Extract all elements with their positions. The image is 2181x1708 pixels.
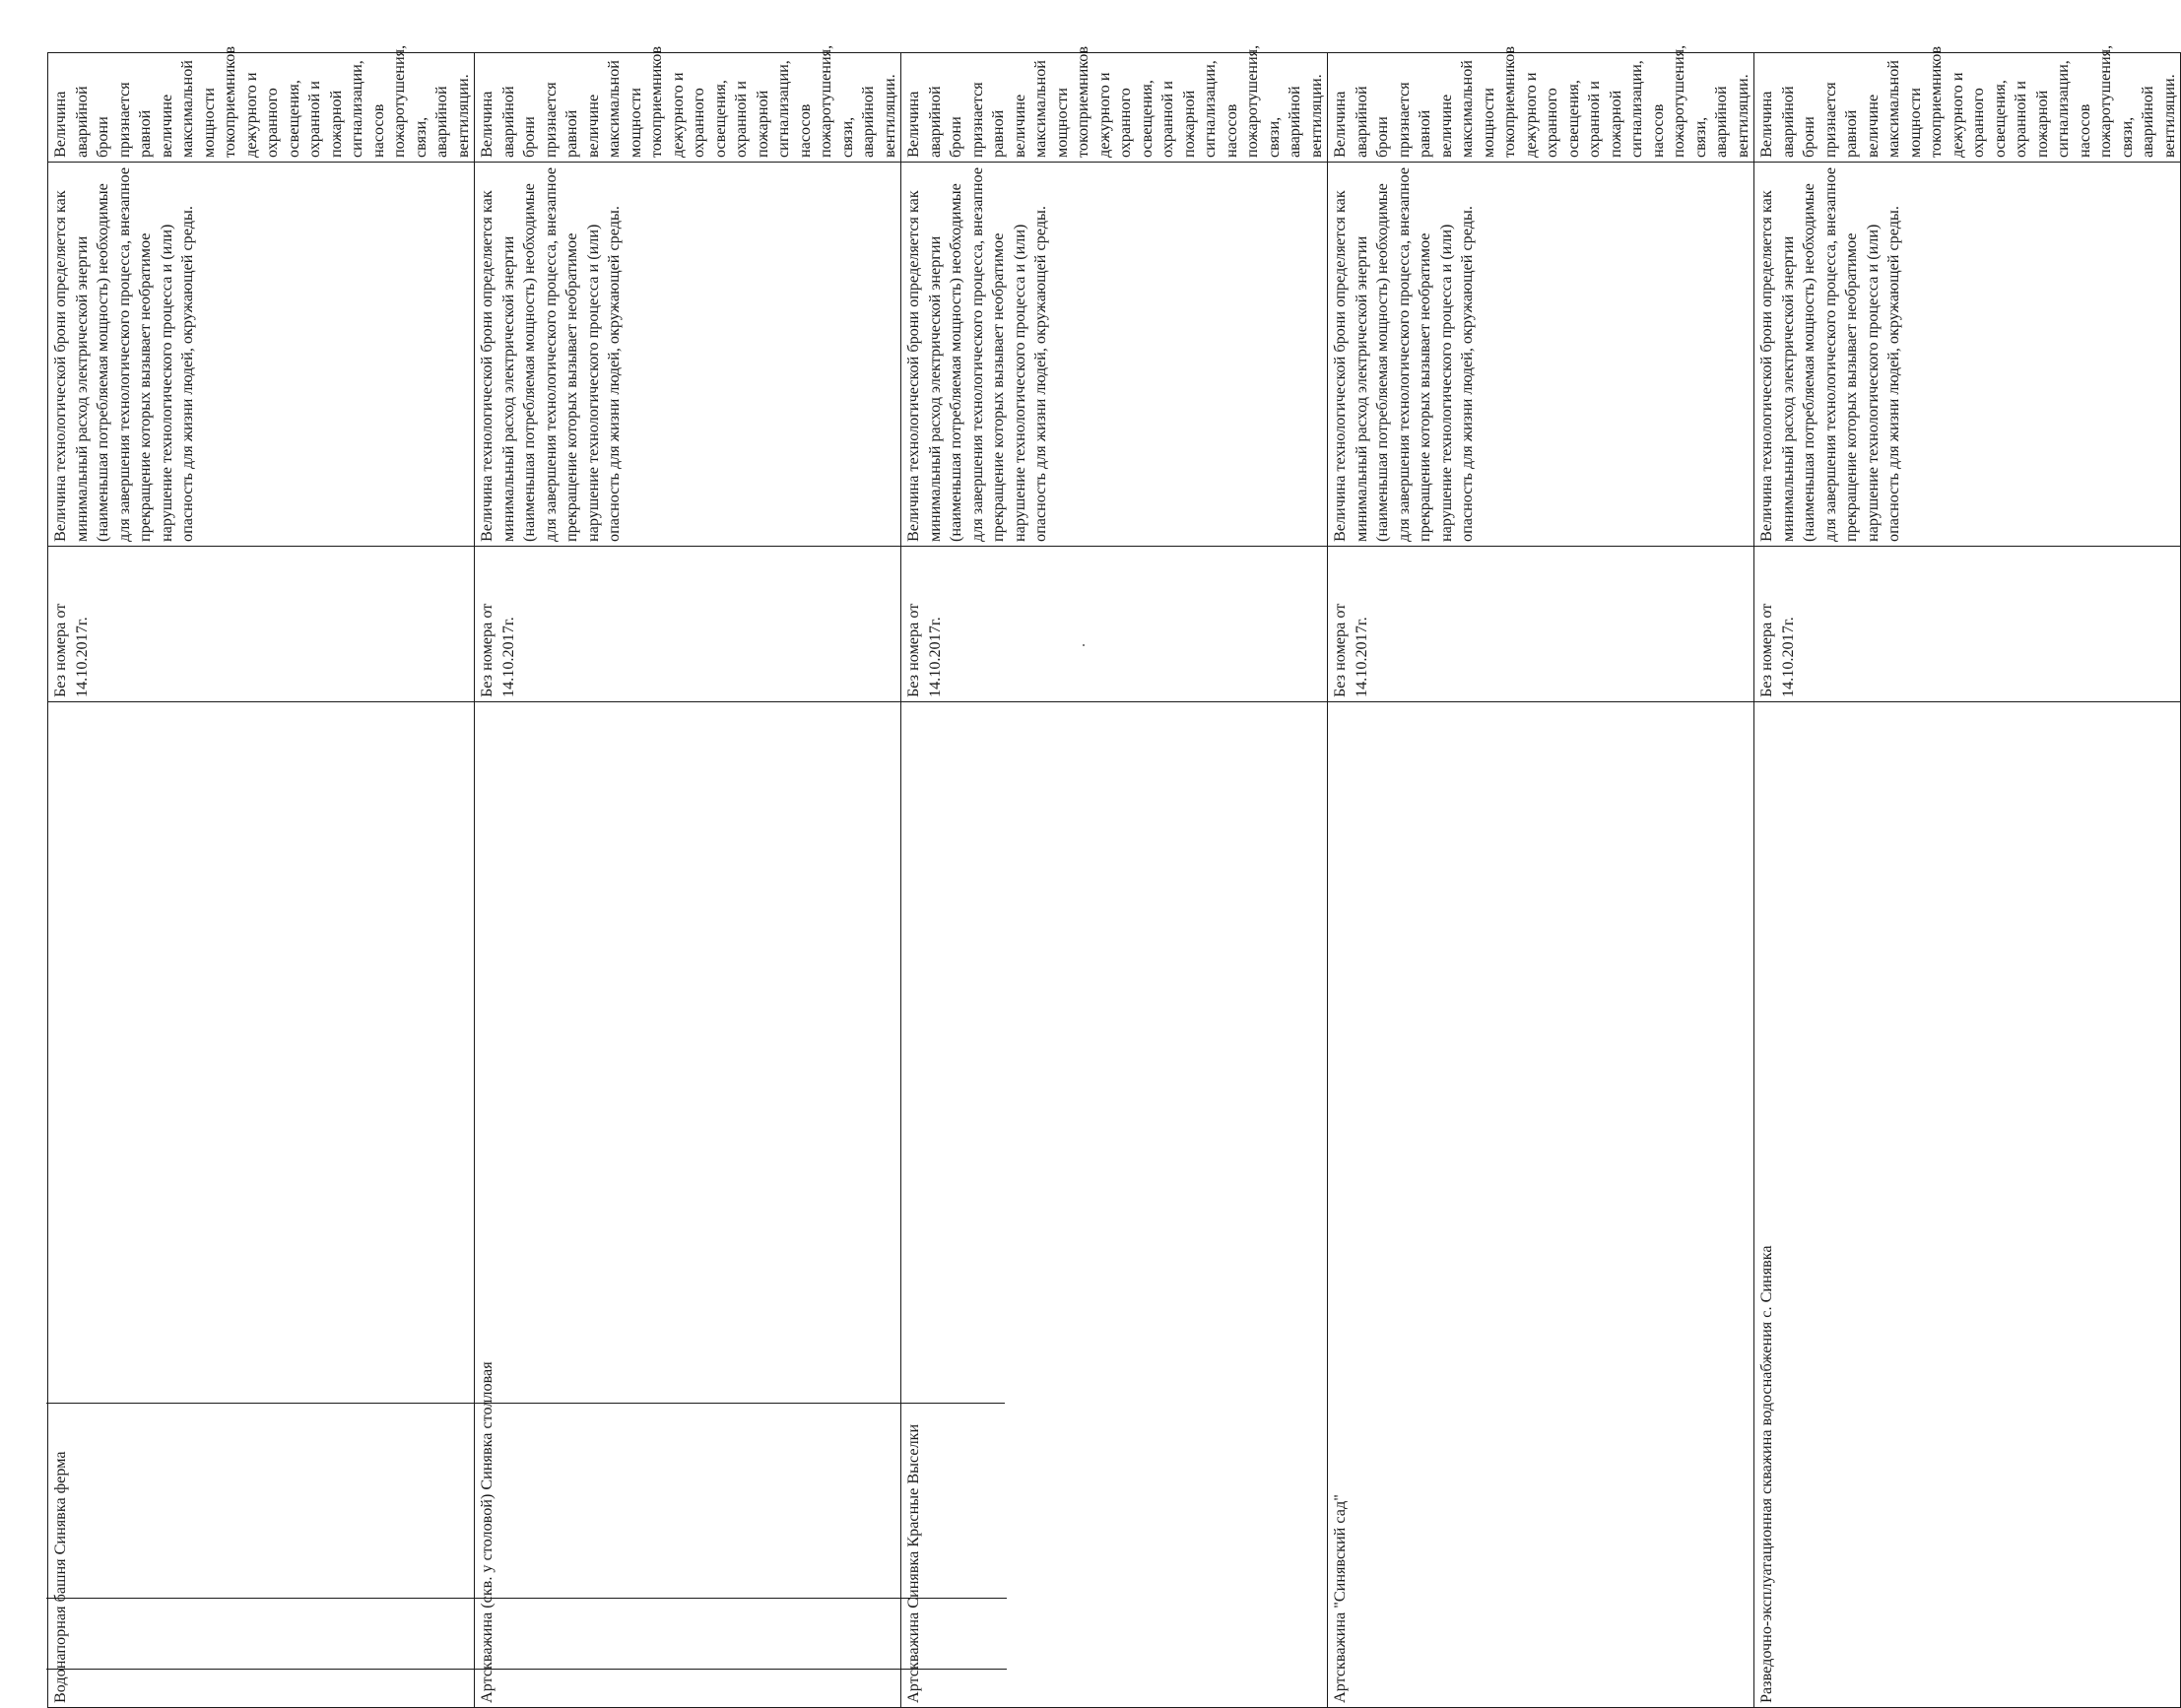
object-name-cell (901, 702, 1328, 1708)
technological-reserve-text: Величина технологической брони определяется как минимальный расход электрической энергии (наименьшая потребляемая мощность) необходимые для завершения технологического процесса, внезапное прекращение которых вызывает необратимое нарушение технологического процесса и (или) опасность для жизни людей, окружающей среды. (1757, 166, 1902, 542)
object-name-cell (48, 702, 475, 1708)
emergency-reserve-text: Величина аварийной брони признается равной величине максимальной мощности токоприемников дежурного и охранного освещения, охранной и пожарной сигнализации, насосов пожаротушения, связи, аварийной вентиляции. (1757, 44, 2178, 158)
emergency-reserve-text: Величина аварийной брони признается равной величине максимальной мощности токоприемников дежурного и охранного освещения, охранной и пожарной сигнализации, насосов пожаротушения, связи, аварийной вентиляции. (478, 44, 898, 158)
table-row (1754, 53, 2181, 1708)
technological-reserve-text: Величина технологической брони определяется как минимальный расход электрической энергии (наименьшая потребляемая мощность) необходимые для завершения технологического процесса, внезапное прекращение которых вызывает необратимое нарушение технологического процесса и (или) опасность для жизни людей, окружающей среды. (478, 166, 623, 542)
scan-artifact (1083, 644, 1085, 646)
emergency-reserve-cell (901, 44, 1328, 163)
table-row (475, 53, 901, 1708)
object-name: Артскважина (скв. у столовой) Синявка столловая (478, 1361, 496, 1703)
object-name-cell (1328, 702, 1754, 1708)
document-cell (1328, 547, 1754, 702)
object-name: Артскважина Синявка Красные Выселки (904, 1423, 922, 1703)
object-name: Артскважина "Синявский сад" (1331, 1494, 1349, 1703)
technological-reserve-cell (475, 163, 901, 547)
document-cell (48, 547, 475, 702)
table-row (48, 53, 475, 1708)
document-reference: Без номера от 14.10.2017г. (1757, 603, 1797, 697)
emergency-reserve-cell (475, 44, 901, 163)
document-cell (1754, 547, 2181, 702)
technological-reserve-text: Величина технологической брони определяется как минимальный расход электрической энергии (наименьшая потребляемая мощность) необходимые для завершения технологического процесса, внезапное прекращение которых вызывает необратимое нарушение технологического процесса и (или) опасность для жизни людей, окружающей среды. (1331, 166, 1476, 542)
object-name: Разведочно-эксплуатационная скважина водоснабжения с. Синявка (1757, 1245, 1775, 1703)
emergency-reserve-cell (48, 44, 475, 163)
technological-reserve-cell (48, 163, 475, 547)
document-cell (475, 547, 901, 702)
reserve-table-body (48, 44, 2181, 1708)
technological-reserve-cell (1328, 163, 1754, 547)
emergency-reserve-text: Величина аварийной брони признается равной величине максимальной мощности токоприемников дежурного и охранного освещения, охранной и пожарной сигнализации, насосов пожаротушения, связи, аварийной вентиляции. (51, 44, 472, 158)
emergency-reserve-cell (1328, 44, 1754, 163)
document-cell (901, 547, 1328, 702)
signature-line (46, 1598, 1007, 1599)
technological-reserve-text: Величина технологической брони определяется как минимальный расход электрической энергии (наименьшая потребляемая мощность) необходимые для завершения технологического процесса, внезапное прекращение которых вызывает необратимое нарушение технологического процесса и (или) опасность для жизни людей, окружающей среды. (904, 166, 1049, 542)
document-reference: Без номера от 14.10.2017г. (51, 603, 91, 697)
signature-line (46, 1403, 1005, 1404)
document-reference: Без номера от 14.10.2017г. (478, 603, 517, 697)
rotated-table-container (47, 44, 2178, 1708)
signature-line (46, 1669, 1007, 1670)
emergency-reserve-cell (1754, 44, 2181, 163)
emergency-reserve-text: Величина аварийной брони признается равной величине максимальной мощности токоприемников дежурного и охранного освещения, охранной и пожарной сигнализации, насосов пожаротушения, связи, аварийной вентиляции. (1331, 44, 1751, 158)
document-reference: Без номера от 14.10.2017г. (1331, 603, 1370, 697)
technological-reserve-cell (1754, 163, 2181, 547)
technological-reserve-text: Величина технологической брони определяется как минимальный расход электрической энергии (наименьшая потребляемая мощность) необходимые для завершения технологического процесса, внезапное прекращение которых вызывает необратимое нарушение технологического процесса и (или) опасность для жизни людей, окружающей среды. (51, 166, 196, 542)
object-name-cell (1754, 702, 2181, 1708)
table-row (901, 53, 1328, 1708)
emergency-reserve-text: Величина аварийной брони признается равной величине максимальной мощности токоприемников дежурного и охранного освещения, охранной и пожарной сигнализации, насосов пожаротушения, связи, аварийной вентиляции. (904, 44, 1325, 158)
object-name: Водонапорная башня Синявка ферма (51, 1451, 69, 1703)
object-name-cell (475, 702, 901, 1708)
technological-reserve-cell (901, 163, 1328, 547)
document-reference: Без номера от 14.10.2017г. (904, 603, 944, 697)
reserve-table (47, 44, 2181, 1708)
table-row (1328, 53, 1754, 1708)
